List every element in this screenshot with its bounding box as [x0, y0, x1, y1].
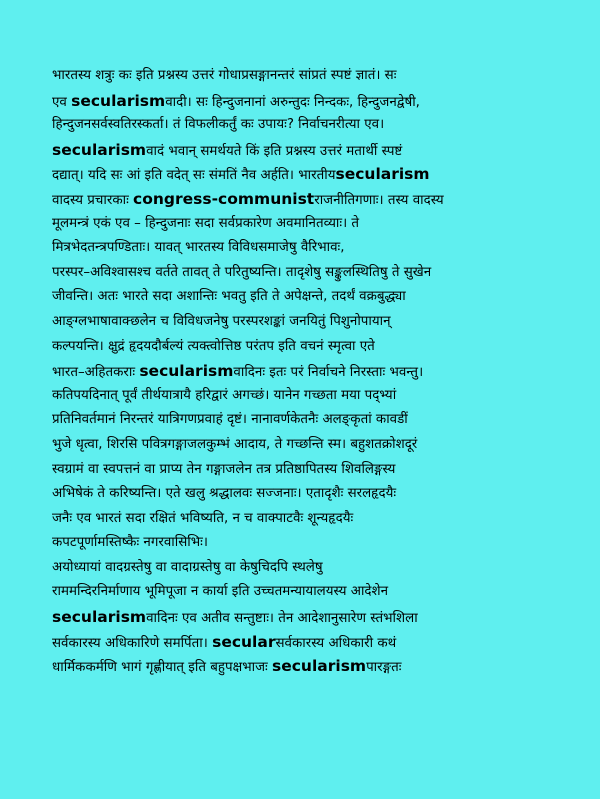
sanskrit-text: भुजे धृत्वा, शिरसि पवित्रगङ्गाजलकुम्भं आदाय, ते गच्छन्ति स्म। बहुशतक्रोशदूरं	[52, 436, 418, 452]
sanskrit-text: स्वग्रामं वा स्वपत्तनं वा प्राप्य तेन गङ्गाजलेन तत्र प्रतिष्ठापितस्य शिवलिङ्गस्य	[52, 461, 396, 477]
sanskrit-text: मूलमन्त्रं एकं एव – हिन्दुजनाः सदा सर्वप्रकारेण अवमानितव्याः। ते	[52, 215, 360, 231]
text-line	[52, 89, 552, 114]
sanskrit-text: अभिषेकं ते करिष्यन्ति। एते खलु श्रद्धालवः सज्जनाः। एतादृशैः सरलहृदयैः	[52, 486, 397, 502]
sanskrit-text: राजनीतिगणाः। तस्य वादस्य	[314, 192, 444, 208]
sanskrit-text: भारतस्य शत्रुः कः इति प्रश्नस्य उत्तरं गोधाप्रसङ्गानन्तरं सांप्रतं स्पष्टं ज्ञातं। सः	[52, 68, 397, 83]
text-line	[52, 531, 552, 556]
sanskrit-text: मित्रभेदतन्त्रपण्डिताः। यावत् भारतस्य विविधसमाजेषु वैरिभावः,	[52, 240, 345, 256]
article-text	[52, 64, 552, 679]
sanskrit-text: वादं भवान् समर्थयते किं इति प्रश्नस्य उत्तरं मतार्थी स्पष्टं	[146, 143, 403, 159]
english-term: secularism	[52, 608, 147, 627]
text-line	[52, 482, 552, 507]
text-line	[52, 285, 552, 310]
sanskrit-text: जीवन्ति। अतः भारते सदा अशान्तिः भवतु इति ते अपेक्षन्ते, तदर्थं वक्रबुद्ध्या	[52, 289, 406, 305]
text-line	[52, 458, 552, 483]
sanskrit-text: जनैः एव भारतं सदा रक्षितं भविष्यति, न च वाक्पाटवैः शून्यहृदयैः	[52, 510, 354, 526]
text-line	[52, 113, 552, 138]
english-term: congress-communist	[133, 189, 315, 208]
text-line	[52, 236, 552, 261]
text-line	[52, 556, 552, 581]
text-line	[52, 212, 552, 237]
sanskrit-text: एव	[52, 94, 72, 110]
sanskrit-text: राममन्दिरनिर्माणाय भूमिपूजा न कार्या इति उच्चतमन्यायालयस्य आदेशेन	[52, 584, 389, 600]
english-term: secularism	[272, 657, 367, 676]
text-line	[52, 605, 552, 630]
text-line	[52, 162, 552, 187]
sanskrit-text: परस्पर–अविश्वासश्च वर्तते तावत् ते परितुष्यन्ति। तादृशेषु सङ्कुलस्थितिषु ते सुखेन	[52, 264, 432, 280]
text-line	[52, 138, 552, 163]
english-term: secularism	[139, 362, 234, 381]
sanskrit-text: वादिनः इतः परं निर्वाचने निरस्ताः भवन्तु।	[233, 365, 424, 381]
text-line	[52, 384, 552, 409]
sanskrit-text: कतिपयदिनात् पूर्वं तीर्थयात्रायै हरिद्वारं अगच्छं। यानेन गच्छता मया पद्भ्यां	[52, 387, 397, 403]
sanskrit-text: वादिनः एव अतीव सन्तुष्टाः। तेन आदेशानुसारेण स्तंभशिला	[146, 611, 418, 627]
text-line	[52, 64, 552, 89]
sanskrit-text: भारत–अहितकराः	[52, 365, 140, 381]
sanskrit-text: सर्वकारस्य अधिकारिणे समर्पिता।	[52, 635, 213, 651]
sanskrit-text: हिन्दुजनसर्वस्वतिरस्कर्ता। तं विफलीकर्तुं कः उपायः? निर्वाचनरीत्या एव।	[52, 117, 385, 133]
english-term: secular	[212, 632, 276, 651]
sanskrit-text: आङ्ग्लभाषावाक्छलेन च विविधजनेषु परस्परशङ्कां जनयितुं पिशुनोपायान्	[52, 313, 391, 329]
text-line	[52, 335, 552, 360]
text-line	[52, 408, 552, 433]
text-line	[52, 433, 552, 458]
text-line	[52, 359, 552, 384]
sanskrit-text: कपटपूर्णामस्तिष्कैः नगरवासिभिः।	[52, 535, 208, 551]
text-line	[52, 261, 552, 286]
sanskrit-text: वादस्य प्रचारकाः	[52, 192, 134, 208]
text-line	[52, 654, 552, 679]
sanskrit-text: पारङ्गतः	[366, 660, 402, 676]
sanskrit-text: अयोध्यायां वादग्रस्तेषु वा वादाग्रस्तेषु वा केषुचिदपि स्थलेषु	[52, 559, 323, 575]
sanskrit-text: धार्मिककर्मणि भागं गृह्णीयात् इति बहुपक्षभाजः	[52, 660, 272, 676]
sanskrit-text: वादी। सः हिन्दुजनानां अरुन्तुदः निन्दकः, हिन्दुजनद्वेषी,	[165, 94, 420, 110]
text-line	[52, 630, 552, 655]
sanskrit-text: दद्यात्। यदि सः आं इति वदेत् सः संमतिं नैव अर्हति। भारतीय	[52, 168, 336, 184]
sanskrit-text: प्रतिनिवर्तमानं निरन्तरं यात्रिगणप्रवाहं दृष्टं। नानावर्णकेतनैः अलङ्कृतां कावडीं	[52, 412, 408, 428]
sanskrit-text: कल्पयन्ति। क्षुद्रं हृदयदौर्बल्यं त्यक्त्वोत्तिष्ठ परंतप इति वचनं स्मृत्वा एते	[52, 338, 375, 354]
text-line	[52, 507, 552, 532]
text-line	[52, 310, 552, 335]
english-term: secularism	[335, 165, 430, 184]
english-term: secularism	[71, 91, 166, 110]
text-line	[52, 187, 552, 212]
text-line	[52, 580, 552, 605]
english-term: secularism	[52, 140, 147, 159]
sanskrit-text: सर्वकारस्य अधिकारी कथं	[275, 635, 397, 651]
